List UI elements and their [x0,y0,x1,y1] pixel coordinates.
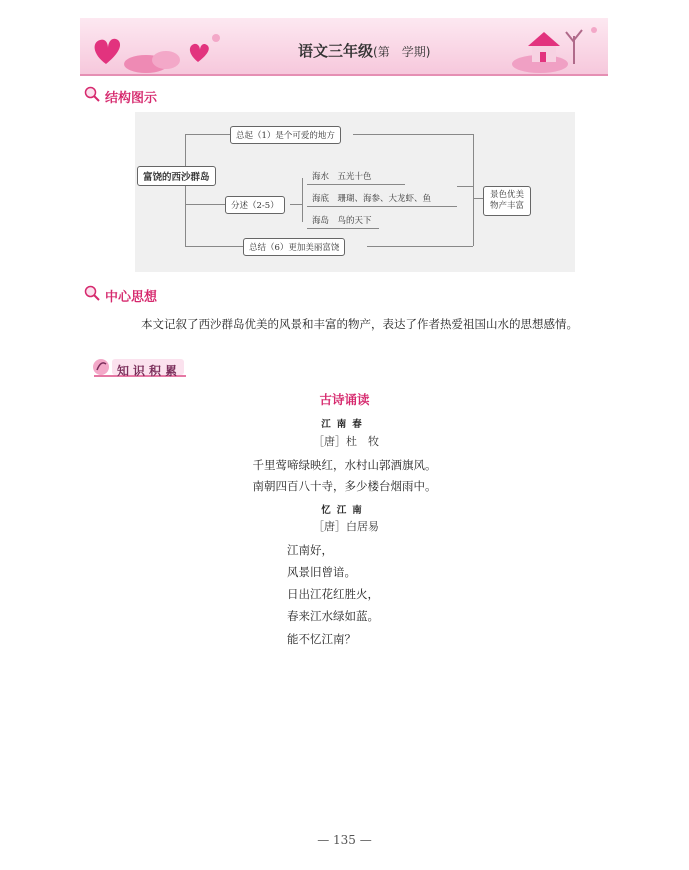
poem-line: 风景旧曾谙。 [287,565,356,579]
poem-author: ［唐］白居易 [313,520,379,533]
poem-title: 忆江南 [321,505,368,516]
diagram-root: 富饶的西沙群岛 [137,166,216,186]
poem-line: 春来江水绿如蓝。 [287,609,379,623]
poem-line: 南朝四百八十寺，多少楼台烟雨中。 [252,479,437,493]
house-decoration-right [510,20,605,74]
header-divider [80,74,608,76]
page-number: — 135 — [317,833,372,847]
diagram-summary-box: 景色优美 物产丰富 [483,186,531,216]
center-idea-text: 本文记叙了西沙群岛优美的风景和丰富的物产，表达了作者热爱祖国山水的思想感情。 [141,317,578,331]
poem-author: ［唐］杜 牧 [313,435,379,448]
poem-line: 能不忆江南？ [287,632,356,646]
diagram-conclusion: 总结（6）更加美丽富饶 [243,238,345,256]
diagram-intro: 总起（1）是个可爱的地方 [230,126,341,144]
header-title: 语文三年级(第 学期) [298,42,431,60]
diagram-item: 海水 五光十色 [312,172,372,182]
page-header [0,0,689,80]
poem-line: 江南好， [287,543,333,557]
diagram-body: 分述（2-5） [225,196,285,214]
diagram-item: 海底 珊瑚、海参、大龙虾、鱼 [312,194,432,204]
diagram-item: 海岛 鸟的天下 [312,216,372,226]
diagram-spine [185,134,186,246]
heart-decoration-left [86,24,236,74]
structure-section-title: 结构图示 [105,91,158,106]
poem-line: 千里莺啼绿映红，水村山郭酒旗风。 [252,458,437,472]
magnifier-icon [84,285,100,301]
poem-line: 日出江花红胜火， [287,587,379,601]
magnifier-icon [84,86,100,102]
poem-section-title: 古诗诵读 [319,392,370,407]
center-idea-section-title: 中心思想 [105,290,158,305]
knowledge-label: 知识积累 [117,364,182,378]
poem-title: 江南春 [321,419,368,430]
structure-diagram [135,112,575,272]
